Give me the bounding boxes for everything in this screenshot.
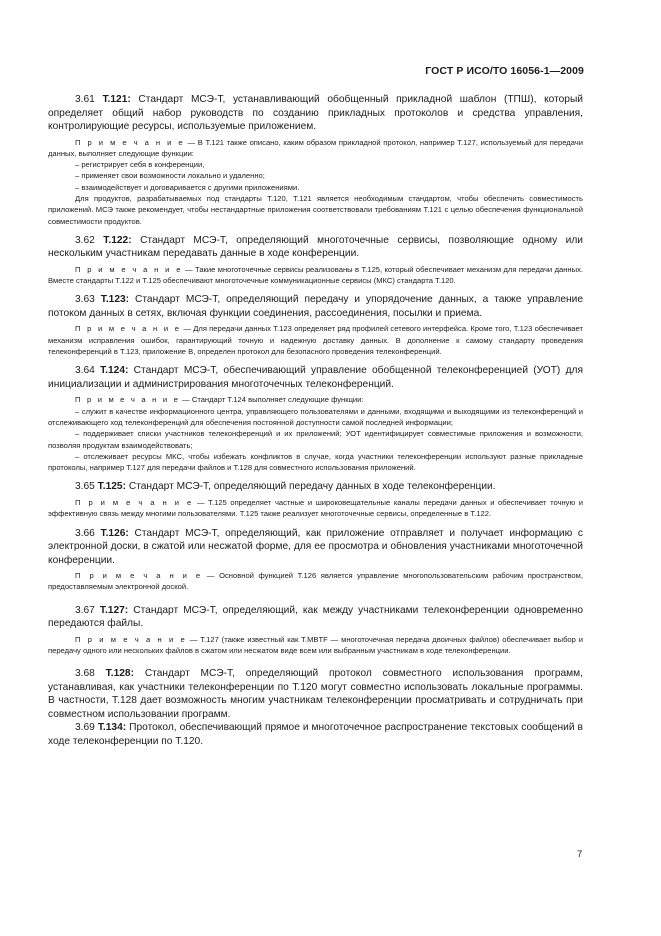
term-number: 3.63 [75, 294, 95, 306]
term-number: 3.62 [75, 234, 95, 246]
page-number: 7 [577, 849, 583, 860]
note-text: — Стандарт Т.124 выполняет следующие функции: [182, 395, 364, 405]
term-number: 3.68 [75, 668, 95, 680]
note-3-65 [48, 497, 583, 520]
term-number: 3.66 [75, 527, 95, 539]
term-number: 3.65 [75, 481, 95, 493]
term-text: Стандарт МСЭ-Т, устанавливающий обобщенный прикладной шаблон (ТПШ), который определяет общий набор руководств по созданию прикладных протоколов и средства управления, контролирующие ресурсы, используемые приложением. [48, 94, 583, 132]
term-code: T.128: [105, 668, 134, 680]
term-text: Протокол, обеспечивающий прямое и многоточечное распространение текстовых сообщений в ходе телеконференции по Т.120. [48, 722, 583, 747]
note-label: П р и м е ч а н и е [75, 137, 185, 147]
note-3-64 [48, 394, 583, 405]
term-3-61 [48, 93, 583, 134]
note-3-63 [48, 323, 583, 357]
list-item: – отслеживает ресурсы МКС, чтобы избежать конфликтов в случае, когда участники телеконференции используют разные прикладные протоколы, например Т.127 для передачи файлов и Т.128 для совместного использования приложений. [48, 451, 583, 473]
term-code: T.125: [97, 481, 126, 493]
note-3-66 [48, 570, 583, 593]
term-code: T.134: [97, 722, 127, 734]
note-extra-3-61: Для продуктов, разрабатываемых под стандарты Т.120, Т.121 является необходимым стандартом, чтобы обеспечить совместимость приложений. МСЭ также рекомендует, чтобы нестандартные приложения соответствовали требованиям Т.121 с целью обеспечения функциональной совместимости продуктов. [48, 193, 583, 226]
term-number: 3.61 [75, 94, 95, 105]
term-code: T.126: [100, 527, 129, 539]
term-code: T.121: [102, 94, 131, 105]
note-3-61 [48, 137, 583, 160]
term-text: Стандарт МСЭ-Т, определяющий протокол совместного использования программ, устанавливая, как участники телеконференции по Т.120 могут совместно использовать локальные программы. В частности, Т.128 дает возможность многим участникам телеконференции просматривать и сотрудничать при совместном использовании программ. [48, 668, 583, 720]
term-3-68 [48, 667, 583, 721]
term-3-63 [48, 293, 583, 320]
term-3-65 [48, 480, 583, 494]
note-label: П р и м е ч а н и е [75, 497, 194, 507]
note-text: — В Т.121 также описано, каким образом прикладной протокол, например Т.127, используемый для передачи данных, выполняет следующие функции: [48, 137, 583, 158]
term-text: Стандарт МСЭ-Т, обеспечивающий управление обобщенной телеконференцией (УОТ) для инициализации и администрирования многоточечных телеконференций. [48, 365, 583, 390]
note-text: — Основной функцией Т.126 является управление многопользовательским рабочим пространством, предоставляемым электронной доской. [48, 571, 583, 592]
note-label: П р и м е ч а н и е [75, 324, 182, 334]
term-text: Стандарт МСЭ-Т, определяющий, как приложение отправляет и получает информацию с электронной доски, в сжатой или несжатой форме, для ее просмотра и обновления участниками многоточечной конференции. [48, 527, 583, 566]
term-3-64 [48, 364, 583, 391]
document-body [48, 93, 583, 748]
term-3-66 [48, 527, 583, 568]
note-3-67 [48, 634, 583, 657]
term-number: 3.69 [75, 722, 95, 734]
term-code: T.127: [99, 604, 129, 616]
note-label: П р и м е ч а н и е [75, 571, 203, 581]
document-header: ГОСТ Р ИСО/ТО 16056-1—2009 [425, 65, 584, 77]
note-text: — Т.127 (также известный как Т.MBTF — многоточечная передача двоичных файлов) обеспечивает выбор и передачу одного или нескольких файлов в сжатом или несжатом виде всем или выбранным участникам в ходе телеконференции. [48, 634, 583, 655]
list-item: – регистрирует себя в конференции, [75, 160, 205, 170]
term-code: T.122: [103, 234, 132, 246]
note-label: П р и м е ч а н и е [75, 634, 187, 644]
note-3-62 [48, 264, 583, 287]
term-3-62 [48, 234, 583, 261]
term-text: Стандарт МСЭ-Т, определяющий передачу данных в ходе телеконференции. [128, 481, 496, 493]
list-item: – взаимодействует и договаривается с другими приложениями. [75, 182, 300, 192]
term-text: Стандарт МСЭ-Т, определяющий передачу и упорядочение данных, а также управление потоком данных в сетях, включая функции соединения, рассоединения, посылки и приема. [48, 294, 583, 319]
note-text: — Такие многоточечные сервисы реализованы в Т.125, который обеспечивает механизм для передачи данных. Вместе стандарты Т.122 и Т.125 обеспечивают многоточечные коммуникационные сервисы (МКС) стандарта Т.120. [48, 264, 583, 286]
term-3-69 [48, 721, 583, 748]
term-code: T.123: [100, 294, 130, 306]
list-item: – применяет свои возможности локально и удаленно; [75, 171, 265, 181]
term-number: 3.67 [75, 604, 95, 616]
term-3-67 [48, 604, 583, 631]
list-item: – служит в качестве информационного центра, управляющего пользователями и данными, входящими и выходящими из телеконференций и отслеживающего ход телеконференций для обеспечения постоянной доступности самой последней информации; [48, 406, 583, 427]
note-label: П р и м е ч а н и е [75, 395, 180, 405]
term-text: Стандарт МСЭ-Т, определяющий многоточечные сервисы, позволяющие одному или нескольким участникам передавать данные в ходе конференции. [48, 234, 583, 260]
term-text: Стандарт МСЭ-Т, определяющий, как между участниками телеконференции одновременно передаются файлы. [48, 604, 583, 630]
term-number: 3.64 [75, 365, 95, 377]
note-text: — Т.125 определяет частные и широковещательные каналы передачи данных и обеспечивает точную и эффективную связь между многими пользователями. Т.125 также реализует многоточечные сервисы, определенные в Т.122. [48, 497, 583, 519]
note-label: П р и м е ч а н и е [75, 264, 183, 274]
note-text: — Для передачи данных Т.123 определяет ряд профилей сетевого интерфейса. Кроме того, Т.123 обеспечивает механизм исправления ошибок, гарантирующий точную и надежную доставку данных. В дополнение к самому стандарту проведения телеконференций в Т.123, приложение В, определен протокол для безопасного проведения телеконференций. [48, 324, 583, 357]
list-item: – поддерживает списки участников телеконференций и их приложений; УОТ идентифицирует совместимые приложения и возможности, позволяя продуктам взаимодействовать; [48, 429, 583, 450]
term-code: T.124: [100, 365, 129, 377]
